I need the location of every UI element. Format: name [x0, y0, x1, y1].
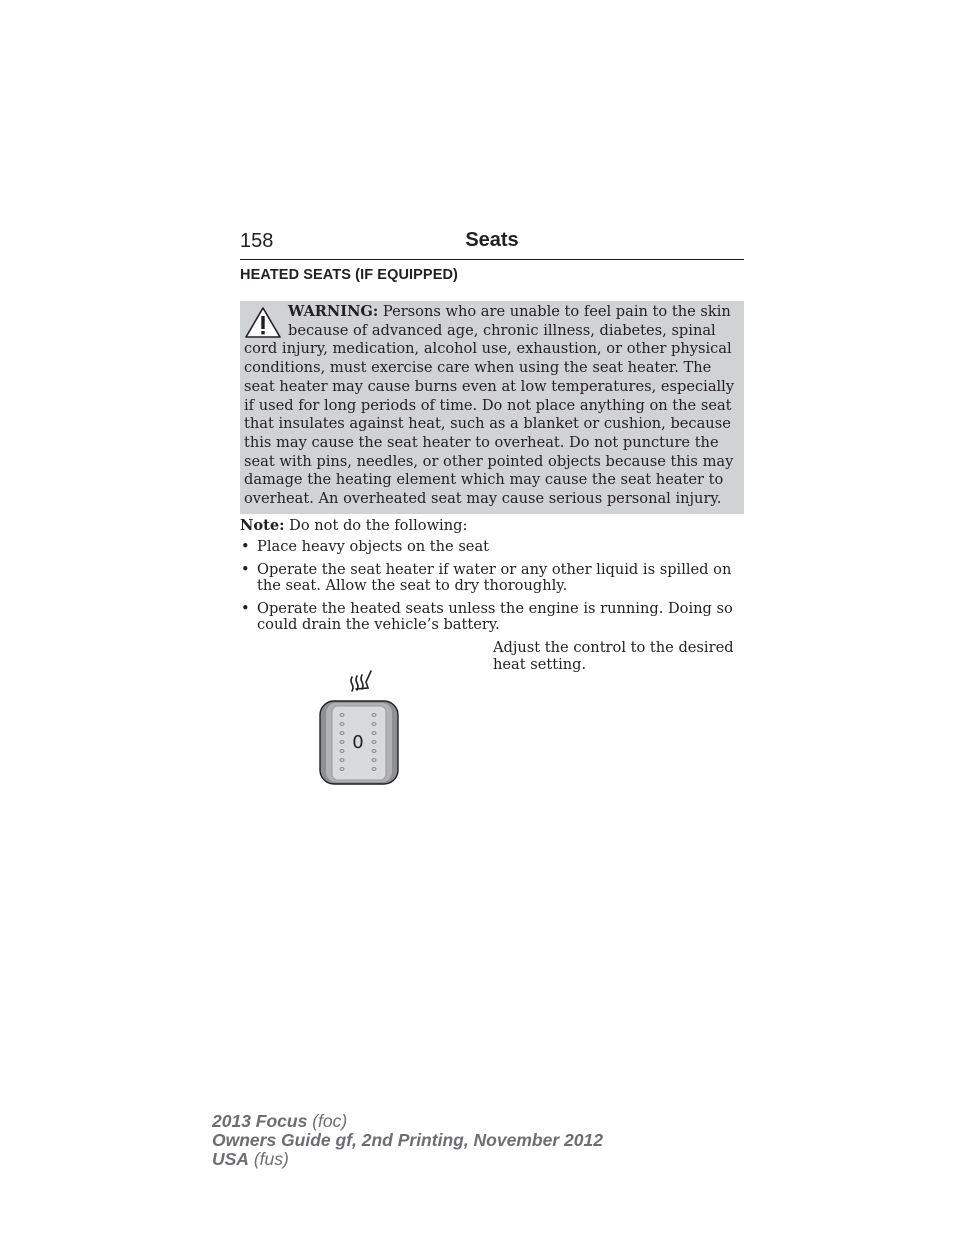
bullet-icon: •	[241, 538, 250, 555]
note-text: Do not do the following:	[289, 517, 468, 534]
section-title: HEATED SEATS (IF EQUIPPED)	[240, 267, 458, 283]
control-setting-label: 0	[352, 732, 364, 753]
bullet-icon: •	[241, 560, 250, 578]
footer-line-market: USA (fus)	[212, 1149, 289, 1169]
list-item: • Operate the seat heater if water or any other liquid is spilled on the seat. Allow the seat to dry thoroughly.	[241, 560, 732, 594]
note-label: Note:	[240, 517, 285, 534]
warning-triangle-icon	[244, 306, 282, 340]
warning-label: WARNING:	[288, 303, 379, 320]
page-number: 158	[240, 230, 274, 252]
note	[240, 517, 467, 535]
list-item: • Operate the heated seats unless the engine is running. Doing so could drain the vehicle’s battery.	[241, 599, 733, 633]
footer-line-edition: Owners Guide gf, 2nd Printing, November 2012	[212, 1130, 603, 1150]
warning-box	[240, 301, 744, 514]
instruction-text: Adjust the control to the desired heat setting.	[493, 639, 734, 673]
chapter-title: Seats	[465, 229, 519, 251]
rotary-knob	[320, 701, 398, 784]
list-item: • Place heavy objects on the seat	[241, 538, 490, 555]
footer-line-model: 2013 Focus (foc)	[212, 1111, 348, 1131]
heated-seat-icon	[351, 671, 371, 691]
warning-text: Persons who are unable to feel pain to the skin because of advanced age, chronic illness, diabetes, spinal cord injury, medication, alcohol use, exhaustion, or other physical conditions, must exercise care when using the seat heater. The seat heater may cause burns even at low temperatures, especially if used for long periods of time. Do not place anything on the seat that insulates against heat, such as a blanket or cushion, because this may cause the seat heater to overheat. Do not puncture the seat with pins, needles, or other pointed objects because this may damage the heating element which may cause the seat heater to overheat. An overheated seat may cause serious personal injury.	[244, 303, 735, 508]
page-footer	[212, 1112, 603, 1169]
page-header	[240, 228, 744, 260]
bullet-list	[240, 539, 744, 640]
bullet-icon: •	[241, 599, 250, 617]
heated-seat-control-illustration	[318, 668, 400, 786]
